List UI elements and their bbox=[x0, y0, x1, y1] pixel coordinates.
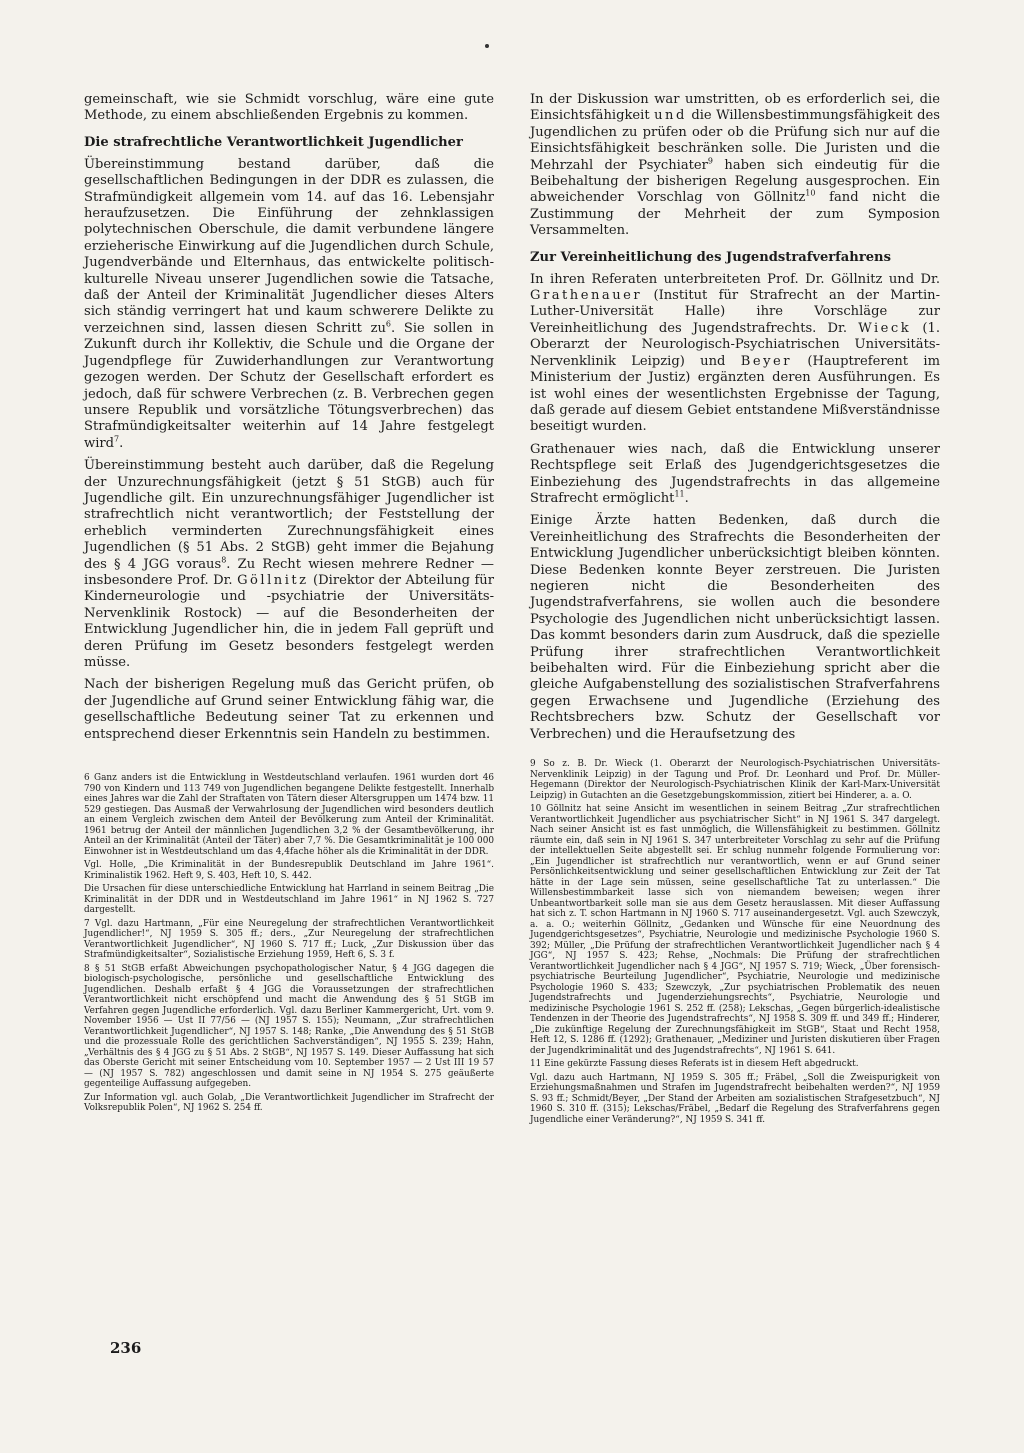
left-column bbox=[84, 92, 494, 1117]
name-wieck: Wieck bbox=[858, 320, 912, 336]
footnote-8: 8 § 51 StGB erfaßt Abweichungen psychopathologischer Natur, § 4 JGG dagegen die biologisch-psychologische, persönliche und gesellschaftliche Entwicklung des Jugendlichen. Deshalb erfaßt § 4 JGG die Voraussetzungen der strafrechtlichen Verantwortlichkeit nicht erschöpfend und macht die Anwendung des § 51 StGB im Verfahren gegen Jugendliche erforderlich. Vgl. dazu Berliner Kammergericht, Urt. vom 9. November 1956 — Ust II 77/56 — (NJ 1957 S. 155); Neumann, „Zur strafrechtlichen Verantwortlichkeit Jugendlicher“, NJ 1957 S. 148; Ranke, „Die Anwendung des § 51 StGB und die prozessuale Rolle des gerichtlichen Sachverständigen“, NJ 1955 S. 239; Hahn, „Verhältnis des § 4 JGG zu § 51 Abs. 2 StGB“, NJ 1957 S. 149. Dieser Auffassung hat sich das Oberste Gericht mit seiner Entscheidung vom 10. September 1957 — 2 Ust III 19 57 — (NJ 1957 S. 782) angeschlossen und damit seine in NJ 1954 S. 275 geäußerte gegenteilige Auffassung aufgegeben. bbox=[84, 963, 494, 1090]
footnote-8-ref-golab: Zur Information vgl. auch Golab, „Die Verantwortlichkeit Jugendlicher im Strafrecht der Volksrepublik Polen“, NJ 1962 S. 254 ff. bbox=[84, 1092, 494, 1114]
section-heading-vereinheitlichung: Zur Vereinheitlichung des Jugendstrafverfahrens bbox=[530, 249, 891, 265]
footnote-9: 9 So z. B. Dr. Wieck (1. Oberarzt der Neurologisch-Psychiatrischen Universitäts-Nervenklinik Leipzig) in der Tagung und Prof. Dr. Leonhard und Prof. Dr. Müller-Hegemann (Direktor der Neurologisch-Psychiatrischen Klinik der Karl-Marx-Universität Leipzig) in Gutachten an die Gesetzgebungskommission, zitiert bei Hinderer, a. a. O. bbox=[530, 759, 940, 801]
name-beyer: Beyer bbox=[740, 353, 793, 369]
right-footnotes bbox=[530, 759, 940, 1125]
footnote-ref-11[interactable]: 11 bbox=[674, 489, 685, 499]
footnote-ref-8[interactable]: 8 bbox=[221, 555, 227, 565]
footnote-11: 11 Eine gekürzte Fassung dieses Referats ist in diesem Heft abgedruckt. bbox=[530, 1059, 859, 1070]
right-paragraph-referate: In ihren Referaten unterbreiteten Prof. Dr. Göllnitz und Dr. Grathenauer (Institut für Strafrecht an der Martin-Luther-Universität Halle) ihre Vorschläge zur Vereinheitlichung des Jugendstrafrechts. Dr. Wieck (1. Oberarzt der Neurologisch-Psychiatrischen Universitäts-Nervenklinik Leipzig) und Beyer (Hauptreferent im Ministerium der Justiz) ergänzten deren Ausführungen. Es ist wohl eines der wesentlichsten Ergebnisse der Tagung, daß gerade auf diesem Gebiet entstandene Mißverständnisse beseitigt wurden. bbox=[530, 271, 940, 435]
right-paragraph-bedenken: Einige Ärzte hatten Bedenken, daß durch die Vereinheitlichung des Strafrechts die Besonderheiten der Entwicklung Jugendlicher unberücksichtigt bleiben könnten. Diese Bedenken konnte Beyer zerstreuen. Die Juristen negieren nicht die Besonderheiten des Jugendstrafverfahrens, sie wollen auch die besondere Psychologie des Jugendlichen nicht unberücksichtigt lassen. Das kommt besonders darin zum Ausdruck, daß die spezielle Prüfung ihrer strafrechtlichen Verantwortlichkeit beibehalten wird. Für die Einbeziehung spricht aber die gleiche Aufgabenstellung des sozialistischen Strafverfahrens gegen Erwachsene und Jugendliche (Erziehung des Rechtsbrechers bzw. Schutz der Gesellschaft vor Verbrechen) und die Heraufsetzung des bbox=[530, 513, 940, 742]
left-footnotes bbox=[84, 773, 494, 1114]
left-paragraph-regelung: Nach der bisherigen Regelung muß das Gericht prüfen, ob der Jugendliche auf Grund seiner Entwicklung fähig war, die gesellschaftliche Bedeutung seiner Tat zu erkennen und entsprechend dieser Erkenntnis sein Handeln zu bestimmen. bbox=[84, 677, 494, 742]
page-number: 236 bbox=[110, 1339, 142, 1357]
left-paragraph-unzurechnungsfaehigkeit: Übereinstimmung besteht auch darüber, daß die Regelung der Unzurechnungsfähigkeit (jetzt § 51 StGB) auch für Jugendliche gilt. Ein unzurechnungsfähiger Jugendlicher ist strafrechtlich nicht verantwortlich; der Feststellung der erheblich verminderten Zurechnungsfähigkeit eines Jugendlichen (§ 51 Abs. 2 StGB) geht immer die Bejahung des § 4 JGG voraus$^8$. Zu Recht wiesen mehrere Redner — insbesondere Prof. Dr. Göllnitz (Direktor der Abteilung für Kinderneurologie und -psychiatrie der Universitäts-Nervenklinik Rostock) — auf die Besonderheiten der Entwicklung Jugendlicher hin, die in jedem Fall geprüft und deren Prüfung im Gesetz besonders festgelegt werden müsse. bbox=[84, 458, 495, 670]
footnote-6-ref-harrland: Die Ursachen für diese unterschiedliche Entwicklung hat Harrland in seinem Beitrag „Die Kriminalität in der DDR und in Westdeutschland im Jahre 1961“ in NJ 1962 S. 727 dargestellt. bbox=[84, 884, 494, 916]
footnote-11-ref-hartmann: Vgl. dazu auch Hartmann, NJ 1959 S. 305 ff.; Fräbel, „Soll die Zweispurigkeit von Erziehungsmaßnahmen und Strafen im Jugendstrafrecht beibehalten werden?“, NJ 1959 S. 93 ff.; Schmidt/Beyer, „Der Stand der Arbeiten am sozialistischen Strafgesetzbuch“, NJ 1960 S. 310 ff. (315); Lekschas/Fräbel, „Bedarf die Regelung des Strafverfahrens gegen Jugendliche einer Veränderung?“, NJ 1959 S. 341 ff. bbox=[530, 1072, 940, 1125]
footnote-ref-6[interactable]: 6 bbox=[385, 319, 392, 329]
footnote-10: 10 Göllnitz hat seine Ansicht im wesentlichen in seinem Beitrag „Zur strafrechtlichen Verantwortlichkeit Jugendlicher aus psychiatrischer Sicht“ in NJ 1961 S. 347 dargelegt. Nach seiner Ansicht ist es fast unmöglich, die Willensfähigkeit zu bestimmen. Göllnitz räumte ein, daß sein in NJ 1961 S. 347 unterbreiteter Vorschlag zu sehr auf die Prüfung der intellektuellen Seite abgestellt sei. Er schlug nunmehr folgende Formulierung vor: „Ein Jugendlicher ist strafrechtlich nur verantwortlich, wenn er auf Grund seiner Persönlichkeitsentwicklung und seiner gesellschaftlichen Entwicklung zur Zeit der Tat hätte in der Lage sein müssen, seine gesellschaftliche Tat zu unterlassen.“ Die Willensbestimmbarkeit lasse sich von niemandem beweisen; wegen ihrer Unbeantwortbarkeit solle man sie aus dem Gesetz herauslassen. Mit dieser Auffassung hat sich z. T. schon Hartmann in NJ 1960 S. 717 auseinandergesetzt. Vgl. auch Szewczyk, a. a. O.; weiterhin Göllnitz, „Gedanken und Wünsche für eine Neuordnung des Jugendgerichtsgesetzes“, Psychiatrie, Neurologie und medizinische Psychologie 1960 S. 392; Müller, „Die Prüfung der strafrechtlichen Verantwortlichkeit Jugendlicher nach § 4 JGG“, NJ 1957 S. 423; Rehse, „Nochmals: Die Prüfung der strafrechtlichen Verantwortlichkeit Jugendlicher nach § 4 JGG“, NJ 1957 S. 719; Wieck, „Über forensisch-psychiatrische Beurteilung Jugendlicher“, Psychiatrie, Neurologie und medizinische Psychologie 1960 S. 433; Szewczyk, „Zur psychiatrischen Problematik des neuen Jugendstrafrechts und Jugenderziehungsrechts“, Psychiatrie, Neurologie und medizinische Psychologie 1961 S. 252 ff. (258); Lekschas, „Gegen bürgerlich-idealistische Tendenzen in der Theorie des Jugendstrafrechts“, NJ 1958 S. 309 ff. und 349 ff.; Hinderer, „Die zukünftige Regelung der Zurechnungsfähigkeit im StGB“, Staat und Recht 1958, Heft 12, S. 1286 ff. (1292); Grathenauer, „Mediziner und Juristen diskutieren über Fragen der Jugendkriminalität und des Jugendstrafrechts“, NJ 1961 S. 641. bbox=[530, 804, 940, 1056]
name-grathenauer: Grathenauer bbox=[530, 288, 643, 304]
right-paragraph-grathenauer: Grathenauer wies nach, daß die Entwicklung unserer Rechtspflege seit Erlaß des Jugendgerichtsgesetzes die Einbeziehung des Jugendstrafrechts in das allgemeine Strafrecht ermöglicht$^{11}$. bbox=[530, 441, 940, 506]
footnote-6: 6 Ganz anders ist die Entwicklung in Westdeutschland verlaufen. 1961 wurden dort 46 790 von Kindern und 113 749 von Jugendlichen begangene Delikte festgestellt. Innerhalb eines Jahres war die Zahl der Straftaten von Tätern dieser Altersgruppen um 1474 bzw. 11 529 gestiegen. Das Ausmaß der Verwahrlosung der Jugendlichen wird besonders deutlich an einem Vergleich zwischen dem Anteil der Bevölkerung zum Anteil der Kriminalität. 1961 betrug der Anteil der männlichen Jugendlichen 3,2 % der Gesamtbevölkerung, ihr Anteil an der Kriminalität (Anteil der Täter) aber 7,7 %. Die Gesamtkriminalität je 100 000 Einwohner ist in Westdeutschland um das 4,4fache höher als die Kriminalität in der DDR. bbox=[84, 773, 494, 857]
left-paragraph-strafmuendigkeit: Übereinstimmung bestand darüber, daß die gesellschaftlichen Bedingungen in der DDR es zulassen, die Strafmündigkeit allgemein vom 14. auf das 16. Lebensjahr heraufzusetzen. Die Einführung der zehnklassigen polytechnischen Oberschule, die damit verbundene längere erzieherische Einwirkung auf die Jugendlichen durch Schule, Jugendverbände und Elternhaus, das entwickelte politisch-kulturelle Niveau unserer Jugendlichen sowie die Tatsache, daß der Anteil der Kriminalität Jugendlicher dieses Alters sich ständig verringert hat und kaum schwerere Delikte zu verzeichnen sind, lassen diesen Schritt $zu^6$. Sie sollen in Zukunft durch ihr Kollektiv, die Schule und die Organe der Jugendpflege für Zuwiderhandlungen zur Verantwortung gezogen werden. Der Schutz der Gesellschaft erfordert es jedoch, daß für schwere Verbrechen (z. B. Verbrechen gegen unsere Republik und vorsätzliche Tötungsverbrechen) das Strafmündigkeitsalter weiterhin auf 14 Jahre festgelegt wird$^7$. bbox=[84, 156, 494, 451]
section-heading-verantwortlichkeit: Die strafrechtliche Verantwortlichkeit Jugendlicher bbox=[84, 134, 463, 150]
footnote-7: 7 Vgl. dazu Hartmann, „Für eine Neuregelung der strafrechtlichen Verantwortlichkeit Jugendlicher!“, NJ 1959 S. 305 ff.; ders., „Zur Neuregelung der strafrechtlichen Verantwortlichkeit Jugendlicher“, NJ 1960 S. 717 ff.; Luck, „Zur Diskussion über das Strafmündigkeitsalter“, Sozialistische Erziehung 1959, Heft 6, S. 3 f. bbox=[84, 918, 494, 961]
footnote-ref-9[interactable]: 9 bbox=[707, 156, 714, 166]
page-speck bbox=[485, 44, 489, 48]
left-paragraph-continuation: gemeinschaft, wie sie Schmidt vorschlug, wäre eine gute Methode, zu einem abschließenden Ergebnis zu kommen. bbox=[84, 92, 494, 124]
right-paragraph-diskussion: In der Diskussion war umstritten, ob es erforderlich sei, die Einsichtsfähigkeit und die Willensbestimmungsfähigkeit des Jugendlichen zu prüfen oder ob die Prüfung sich nur auf die Einsichtsfähigkeit beschränken solle. Die Juristen und die Mehrzahl der Psychiater$^9$ haben sich eindeutig für die Beibehaltung der bisherigen Regelung ausgesprochen. Ein abweichender Vorschlag von Göllnitz$^{10}$ fand nicht die Zustimmung der Mehrheit der zum Symposion Versammelten. bbox=[530, 92, 940, 239]
footnote-ref-7[interactable]: 7 bbox=[114, 434, 120, 444]
right-column bbox=[530, 92, 940, 1128]
emphasis-und: und bbox=[654, 108, 687, 124]
footnote-ref-10[interactable]: 10 bbox=[805, 189, 816, 199]
footnote-6-ref-holle: Vgl. Holle, „Die Kriminalität in der Bundesrepublik Deutschland im Jahre 1961“. Kriminalistik 1962. Heft 9, S. 403, Heft 10, S. 442. bbox=[84, 860, 494, 881]
name-goellnitz: Göllnitz bbox=[237, 572, 309, 588]
